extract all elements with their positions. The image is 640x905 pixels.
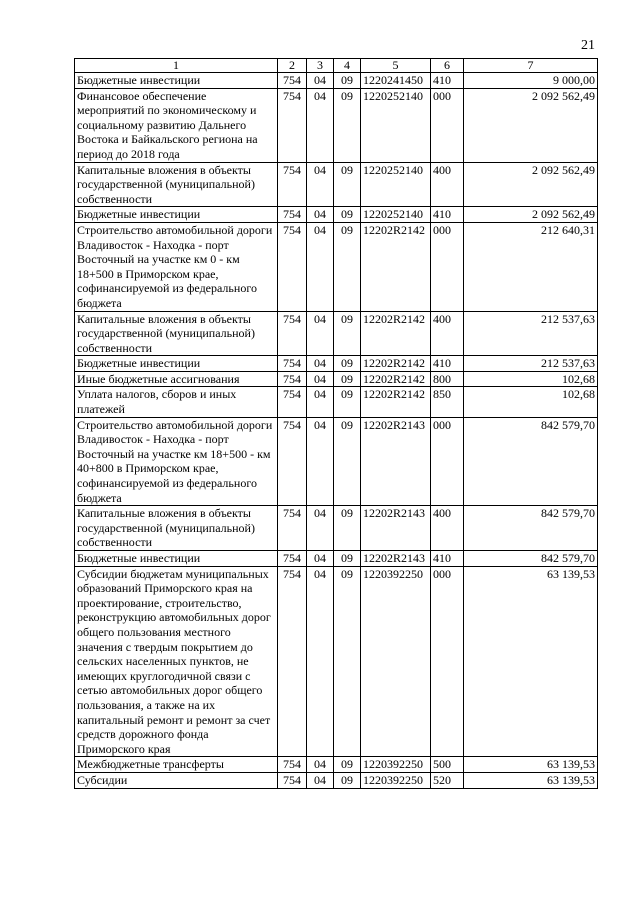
row-section: 04 [307,73,334,89]
row-amount: 9 000,00 [464,73,598,89]
row-expense-type: 410 [431,551,464,567]
row-subsection: 09 [334,506,361,551]
row-name: Субсидии бюджетам муниципальных образований Приморского края на проектирование, строительство, реконструкцию автомобильных дорог общего пользования местного значения с твердым покрытием до сельских населенных пунктов, не имеющих круглогодичной связи с сетью автомобильных дорог общего пользования, а также на их капитальный ремонт и ремонт за счет средств дорожного фонда Приморского края [75,566,278,757]
row-ved: 754 [278,551,307,567]
row-section: 04 [307,757,334,773]
table-row [75,551,598,567]
row-expense-type: 000 [431,566,464,757]
row-amount: 63 139,53 [464,566,598,757]
table-row [75,371,598,387]
row-subsection: 09 [334,162,361,207]
row-ved: 754 [278,222,307,311]
row-name: Финансовое обеспечение мероприятий по экономическому и социальному развитию Дальнего Востока и Байкальского региона на период до 2018 года [75,88,278,162]
column-header: 1 [75,59,278,73]
row-subsection: 09 [334,73,361,89]
row-section: 04 [307,566,334,757]
table-row [75,417,598,506]
row-name: Строительство автомобильной дороги Владивосток - Находка - порт Восточный на участке км 18+500 - км 40+800 в Приморском крае, софинансируемой из федерального бюджета [75,417,278,506]
row-expense-type: 410 [431,356,464,372]
row-target-code: 12202R2142 [361,387,431,417]
row-amount: 63 139,53 [464,757,598,773]
row-target-code: 1220392250 [361,772,431,788]
row-name: Межбюджетные трансферты [75,757,278,773]
row-expense-type: 410 [431,73,464,89]
row-target-code: 12202R2142 [361,371,431,387]
row-name: Уплата налогов, сборов и иных платежей [75,387,278,417]
row-amount: 212 640,31 [464,222,598,311]
row-expense-type: 520 [431,772,464,788]
row-ved: 754 [278,311,307,356]
row-subsection: 09 [334,757,361,773]
row-section: 04 [307,222,334,311]
row-section: 04 [307,88,334,162]
row-expense-type: 000 [431,88,464,162]
column-header: 2 [278,59,307,73]
row-section: 04 [307,356,334,372]
row-amount: 212 537,63 [464,311,598,356]
row-amount: 102,68 [464,371,598,387]
row-target-code: 12202R2142 [361,222,431,311]
row-section: 04 [307,371,334,387]
row-target-code: 1220252140 [361,162,431,207]
row-section: 04 [307,162,334,207]
row-amount: 2 092 562,49 [464,207,598,223]
page-number: 21 [581,38,595,53]
row-ved: 754 [278,387,307,417]
row-target-code: 1220392250 [361,566,431,757]
row-amount: 2 092 562,49 [464,162,598,207]
row-section: 04 [307,417,334,506]
column-header: 6 [431,59,464,73]
row-target-code: 12202R2143 [361,506,431,551]
table-row [75,222,598,311]
table-header-row [75,59,598,73]
row-amount: 842 579,70 [464,551,598,567]
table-row [75,73,598,89]
table-row [75,387,598,417]
row-section: 04 [307,207,334,223]
row-target-code: 1220252140 [361,207,431,223]
row-amount: 2 092 562,49 [464,88,598,162]
row-target-code: 1220241450 [361,73,431,89]
row-ved: 754 [278,566,307,757]
row-name: Субсидии [75,772,278,788]
row-amount: 102,68 [464,387,598,417]
table-row [75,88,598,162]
row-target-code: 12202R2142 [361,311,431,356]
row-ved: 754 [278,356,307,372]
column-header: 4 [334,59,361,73]
row-ved: 754 [278,207,307,223]
row-subsection: 09 [334,387,361,417]
row-target-code: 12202R2143 [361,417,431,506]
row-subsection: 09 [334,88,361,162]
row-expense-type: 500 [431,757,464,773]
row-section: 04 [307,551,334,567]
row-section: 04 [307,387,334,417]
row-name: Капитальные вложения в объекты государственной (муниципальной) собственности [75,506,278,551]
table-body [75,73,598,789]
row-amount: 212 537,63 [464,356,598,372]
row-name: Строительство автомобильной дороги Владивосток - Находка - порт Восточный на участке км 0 - км 18+500 в Приморском крае, софинансируемой из федерального бюджета [75,222,278,311]
table-row [75,356,598,372]
row-expense-type: 400 [431,506,464,551]
column-header: 3 [307,59,334,73]
row-subsection: 09 [334,566,361,757]
row-subsection: 09 [334,222,361,311]
row-subsection: 09 [334,207,361,223]
row-expense-type: 410 [431,207,464,223]
row-ved: 754 [278,417,307,506]
row-subsection: 09 [334,356,361,372]
row-ved: 754 [278,162,307,207]
row-expense-type: 800 [431,371,464,387]
row-name: Бюджетные инвестиции [75,551,278,567]
row-amount: 842 579,70 [464,506,598,551]
row-expense-type: 400 [431,162,464,207]
row-target-code: 12202R2142 [361,356,431,372]
row-expense-type: 850 [431,387,464,417]
row-ved: 754 [278,371,307,387]
row-expense-type: 000 [431,417,464,506]
column-header: 5 [361,59,431,73]
row-ved: 754 [278,88,307,162]
row-amount: 63 139,53 [464,772,598,788]
row-name: Иные бюджетные ассигнования [75,371,278,387]
row-name: Бюджетные инвестиции [75,73,278,89]
table-row [75,162,598,207]
table-row [75,772,598,788]
row-target-code: 1220252140 [361,88,431,162]
row-subsection: 09 [334,371,361,387]
row-amount: 842 579,70 [464,417,598,506]
row-subsection: 09 [334,311,361,356]
row-expense-type: 400 [431,311,464,356]
row-ved: 754 [278,73,307,89]
row-section: 04 [307,506,334,551]
row-name: Капитальные вложения в объекты государственной (муниципальной) собственности [75,162,278,207]
budget-table [74,58,598,789]
row-subsection: 09 [334,417,361,506]
column-header: 7 [464,59,598,73]
table-row [75,566,598,757]
row-name: Капитальные вложения в объекты государственной (муниципальной) собственности [75,311,278,356]
row-ved: 754 [278,757,307,773]
table-row [75,757,598,773]
row-target-code: 1220392250 [361,757,431,773]
row-name: Бюджетные инвестиции [75,356,278,372]
row-subsection: 09 [334,551,361,567]
row-section: 04 [307,311,334,356]
table-row [75,506,598,551]
row-target-code: 12202R2143 [361,551,431,567]
row-ved: 754 [278,772,307,788]
row-ved: 754 [278,506,307,551]
table-row [75,207,598,223]
row-name: Бюджетные инвестиции [75,207,278,223]
row-subsection: 09 [334,772,361,788]
table-row [75,311,598,356]
row-section: 04 [307,772,334,788]
row-expense-type: 000 [431,222,464,311]
